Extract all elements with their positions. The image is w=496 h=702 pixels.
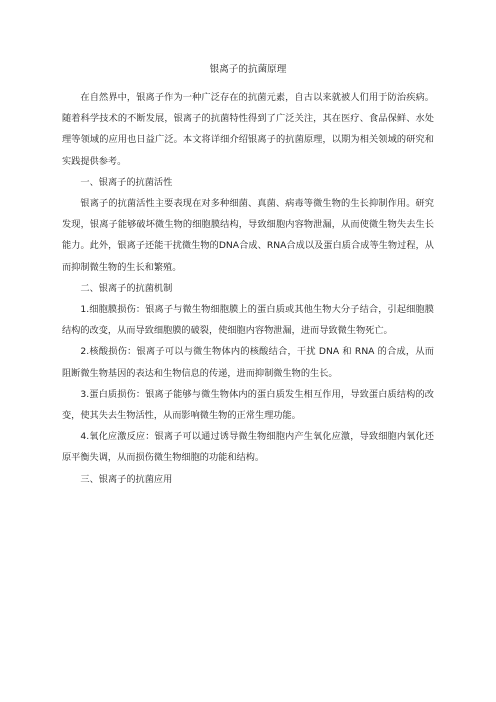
section-heading-3: 三、银离子的抗菌应用 [80, 473, 173, 485]
section-heading-1: 一、银离子的抗菌活性 [80, 176, 173, 188]
section-heading-2: 二、银离子的抗菌机制 [80, 282, 173, 294]
section-2-paragraph-4: 4.氧化应激反应：银离子可以通过诱导微生物细胞内产生氧化应激，导致细胞内氧化还原平衡失调，从而损伤微生物细胞的功能和结构。 [62, 431, 434, 464]
section-2-paragraph-3: 3.蛋白质损伤：银离子能够与微生物体内的蛋白质发生相互作用，导致蛋白质结构的改变，使其失去生物活性，从而影响微生物的正常生理功能。 [62, 388, 434, 422]
intro-paragraph: 在自然界中，银离子作为一种广泛存在的抗菌元素，自古以来就被人们用于防治疾病。随着科学技术的不断发展，银离子的抗菌特性得到了广泛关注，其在医疗、食品保鲜、水处理等领域的应用也日益广泛。本文将详细介绍银离子的抗菌原理，以期为相关领域的研究和实践提供参考。 [62, 92, 434, 167]
section-2-paragraph-2: 2.核酸损伤：银离子可以与微生物体内的核酸结合，干扰 DNA 和 RNA 的合成，从而阻断微生物基因的表达和生物信息的传递，进而抑制微生物的生长。 [62, 346, 434, 379]
section-1-paragraph-1: 银离子的抗菌活性主要表现在对多种细菌、真菌、病毒等微生物的生长抑制作用。研究发现，银离子能够破坏微生物的细胞膜结构，导致细胞内容物泄漏，从而使微生物失去生长能力。此外，银离子还能干扰微生物的DNA合成、RNA合成以及蛋白质合成等生物过程，从而抑制微生物的生长和繁殖。 [62, 198, 434, 273]
section-2-paragraph-1: 1.细胞膜损伤：银离子与微生物细胞膜上的蛋白质或其他生物大分子结合，引起细胞膜结构的改变，从而导致细胞膜的破裂，使细胞内容物泄漏，进而导致微生物死亡。 [62, 304, 434, 337]
document-title: 银离子的抗菌原理 [209, 64, 287, 75]
